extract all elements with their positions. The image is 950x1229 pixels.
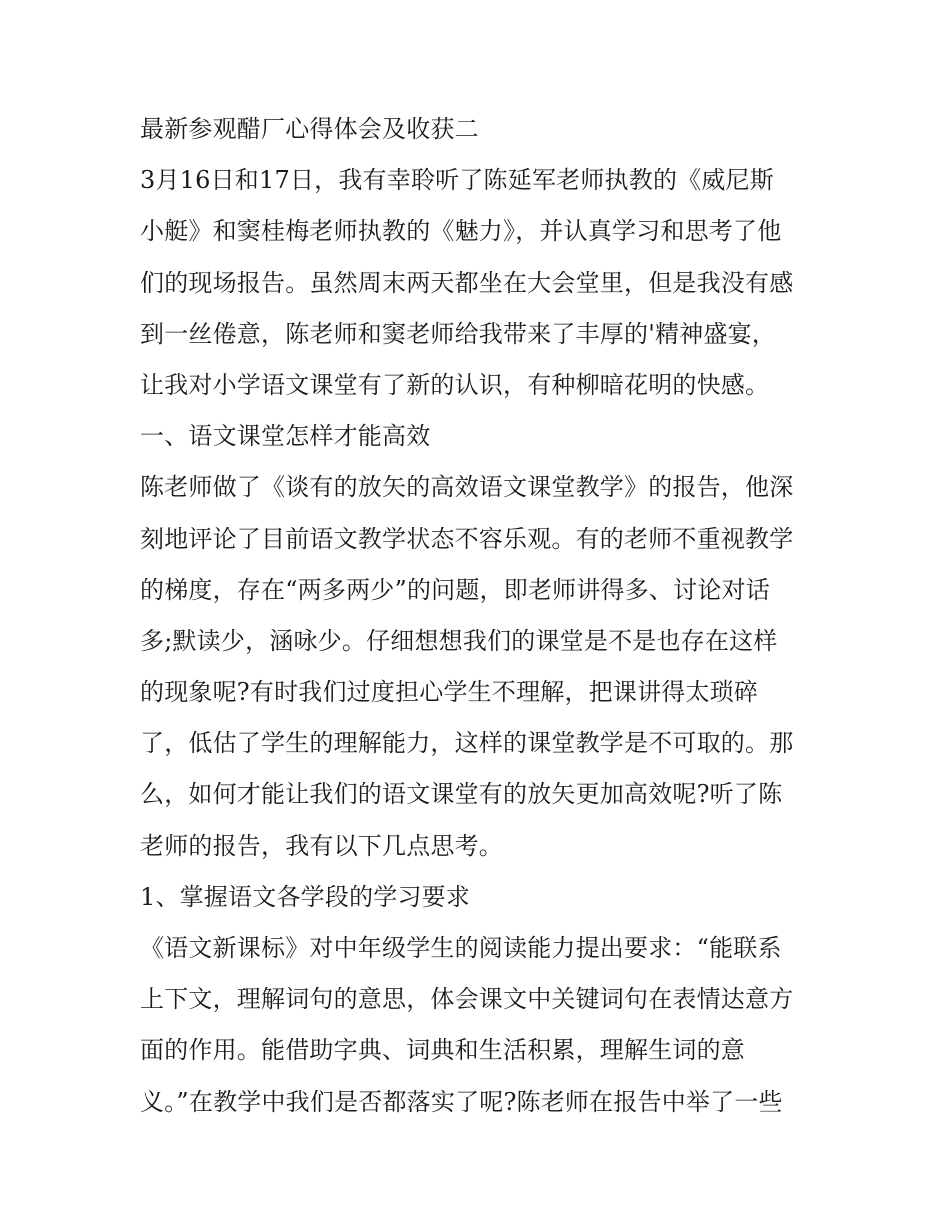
paragraph-line: 小艇》和窦桂梅老师执教的《魅力》，并认真学习和思考了他 [140,217,782,246]
subsection-heading: 1、掌握语文各学段的学习要求 [140,882,471,911]
paragraph-line: 《语文新课标》对中年级学生的阅读能力提出要求：“能联系 [140,934,782,962]
document-title: 最新参观醋厂心得体会及收获二 [140,115,479,143]
paragraph-line: 上下文，理解词句的意思，体会课文中关键词句在表情达意方 [140,985,794,1014]
paragraph-line: 老师的报告，我有以下几点思考。 [140,831,503,860]
paragraph-line: 3月16日和17日，我有幸聆听了陈延军老师执教的《威尼斯 [140,166,774,195]
paragraph-line: 么，如何才能让我们的语文课堂有的放矢更加高效呢?听了陈 [140,780,783,809]
paragraph-line: 的现象呢?有时我们过度担心学生不理解，把课讲得太琐碎 [140,678,759,707]
paragraph-line: 陈老师做了《谈有的放矢的高效语文课堂教学》的报告，他深 [140,473,794,502]
paragraph-line: 义。”在教学中我们是否都落实了呢?陈老师在报告中举了一些 [140,1087,783,1116]
paragraph-line: 面的作用。能借助字典、词典和生活积累，理解生词的意 [140,1036,745,1065]
paragraph-line: 了，低估了学生的理解能力，这样的课堂教学是不可取的。那 [140,729,794,758]
document-body [140,104,820,1128]
paragraph-line: 让我对小学语文课堂有了新的认识，有种柳暗花明的快感。 [140,370,770,399]
paragraph-line: 到一丝倦意，陈老师和窦老师给我带来了丰厚的'精神盛宴， [140,319,776,348]
paragraph-line: 刻地评论了目前语文教学状态不容乐观。有的老师不重视教学 [140,524,794,553]
paragraph-line: 的梯度，存在“两多两少”的问题，即老师讲得多、讨论对话 [140,575,770,604]
paragraph-line: 多;默读少，涵咏少。仔细想想我们的课堂是不是也存在这样 [140,626,778,655]
section-heading: 一、语文课堂怎样才能高效 [140,422,431,451]
paragraph-line: 们的现场报告。虽然周末两天都坐在大会堂里，但是我没有感 [140,268,794,297]
